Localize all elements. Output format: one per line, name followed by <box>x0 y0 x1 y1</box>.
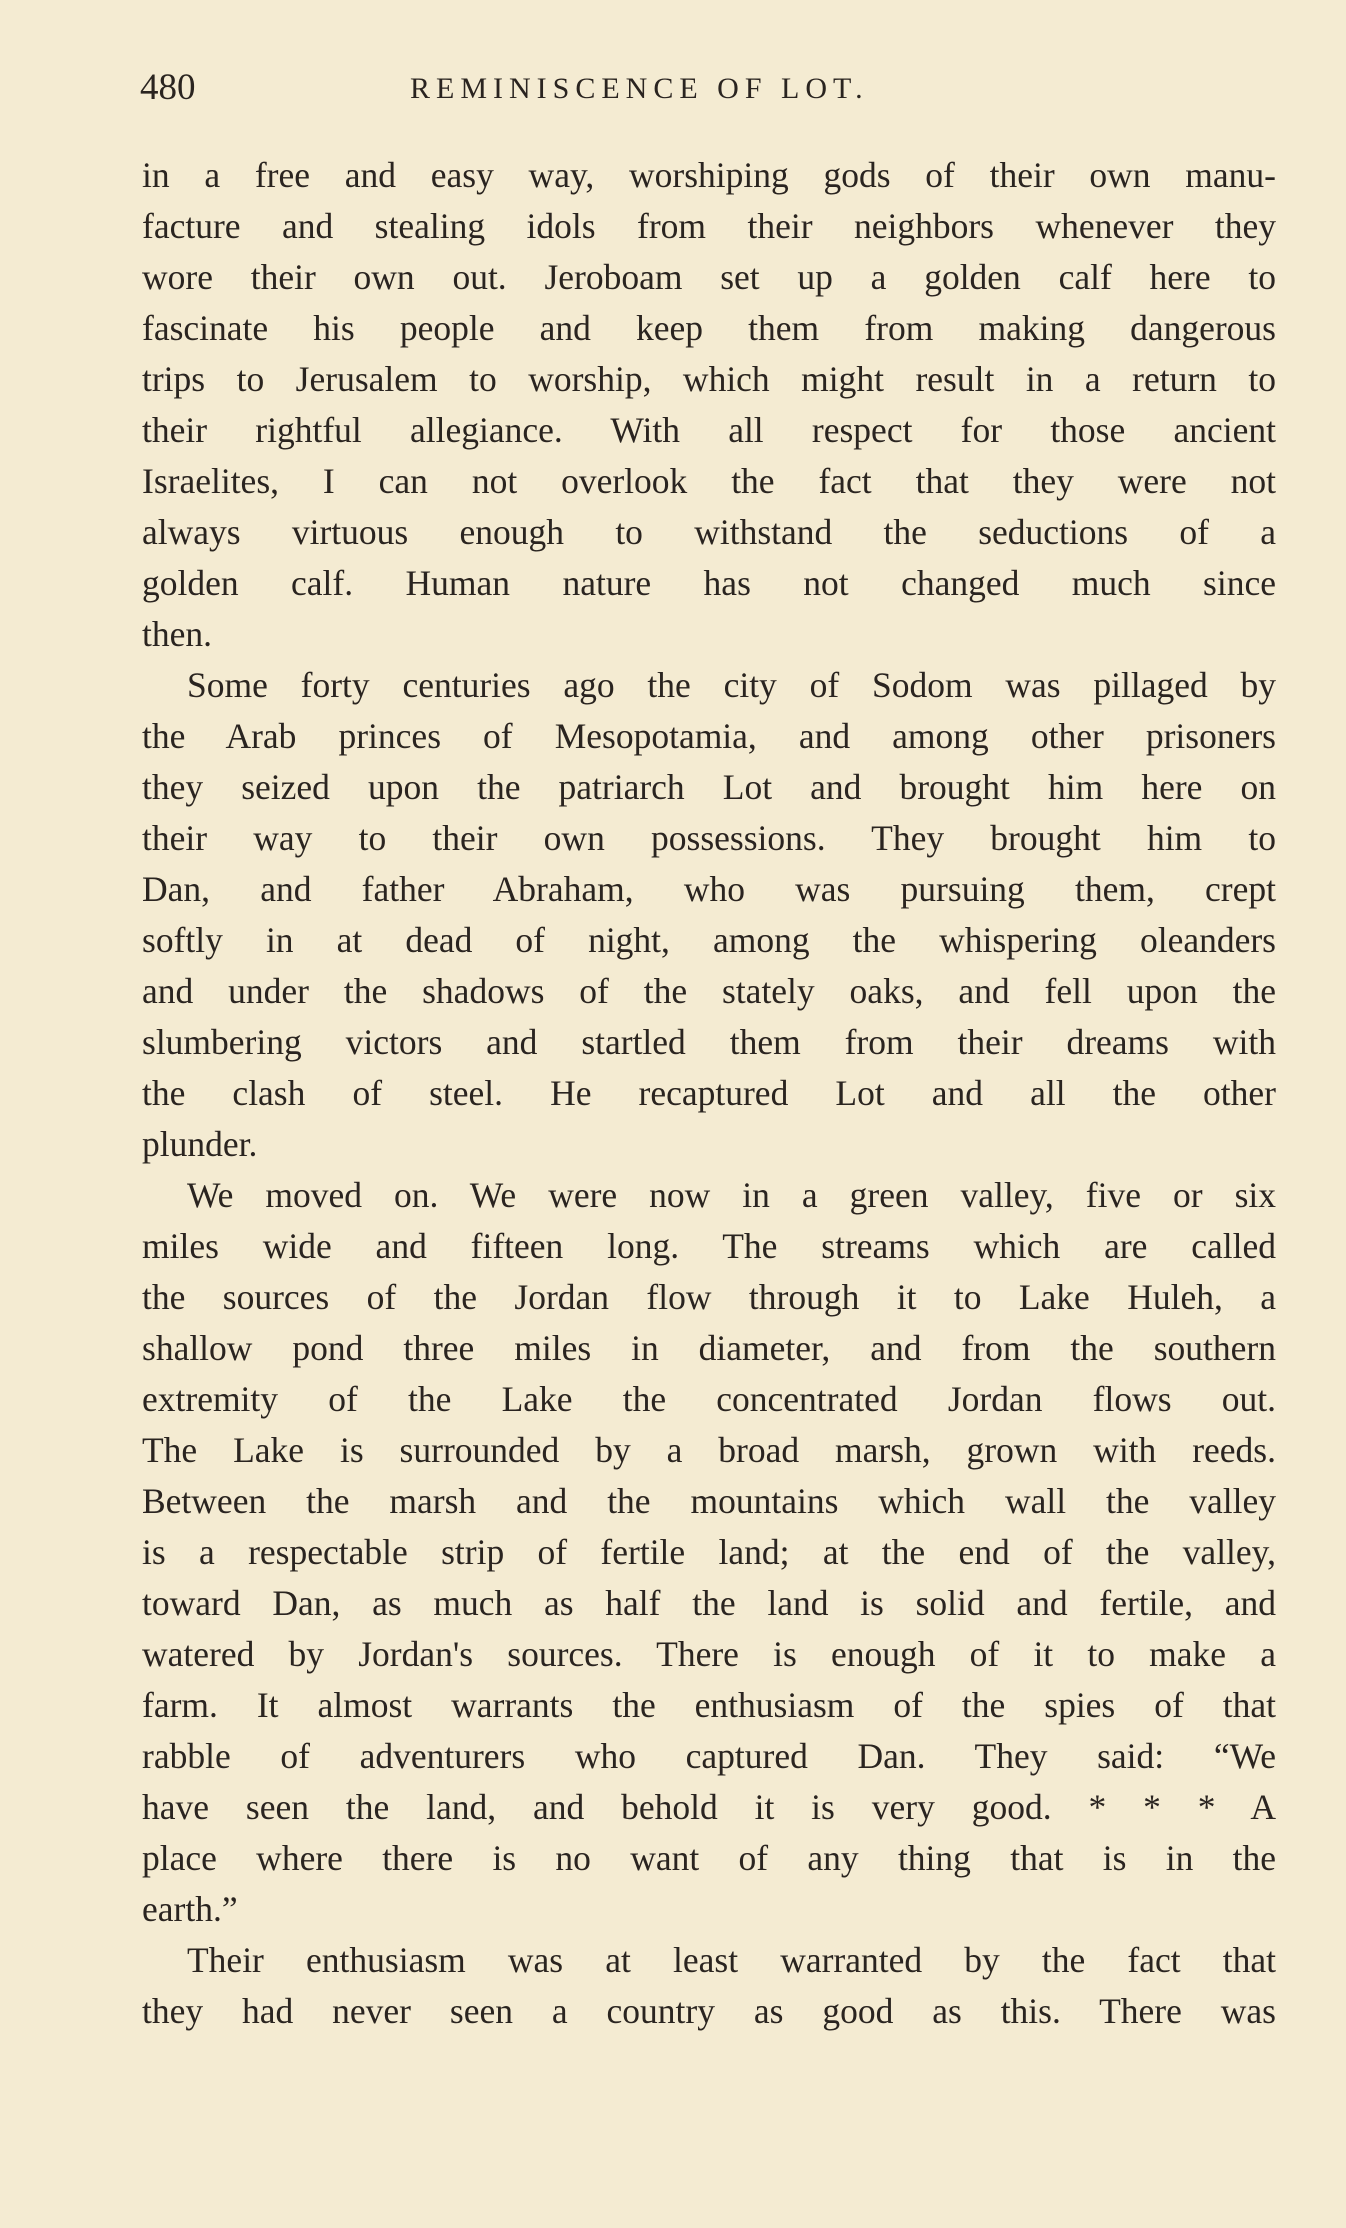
body-text <box>142 150 1276 2037</box>
text-line: have seen the land, and behold it is very good. * * * A <box>142 1787 1276 1827</box>
running-head: REMINISCENCE OF LOT. <box>410 72 869 105</box>
text-line: then. <box>142 614 212 654</box>
text-line: fascinate his people and keep them from making dangerous <box>142 308 1276 348</box>
text-line: the Arab princes of Mesopotamia, and among other prisoners <box>142 716 1276 756</box>
text-line: Between the marsh and the mountains which wall the valley <box>142 1481 1276 1521</box>
text-line: in a free and easy way, worshiping gods of their own manu- <box>142 155 1276 195</box>
text-line: extremity of the Lake the concentrated Jordan flows out. <box>142 1379 1276 1419</box>
text-line: always virtuous enough to withstand the seductions of a <box>142 512 1276 552</box>
text-line: shallow pond three miles in diameter, and from the southern <box>142 1328 1276 1368</box>
text-line: and under the shadows of the stately oaks, and fell upon the <box>142 971 1276 1011</box>
text-line: wore their own out. Jeroboam set up a golden calf here to <box>142 257 1276 297</box>
text-line: the clash of steel. He recaptured Lot and all the other <box>142 1073 1276 1113</box>
text-line: their way to their own possessions. They brought him to <box>142 818 1276 858</box>
text-line: is a respectable strip of fertile land; at the end of the valley, <box>142 1532 1276 1572</box>
paragraph-first-line: Some forty centuries ago the city of Sodom was pillaged by <box>187 665 1276 705</box>
text-line: farm. It almost warrants the enthusiasm of the spies of that <box>142 1685 1276 1725</box>
text-line: the sources of the Jordan flow through it to Lake Huleh, a <box>142 1277 1276 1317</box>
text-line: golden calf. Human nature has not changed much since <box>142 563 1276 603</box>
text-line: trips to Jerusalem to worship, which might result in a return to <box>142 359 1276 399</box>
text-line: miles wide and fifteen long. The streams which are called <box>142 1226 1276 1266</box>
text-line: they seized upon the patriarch Lot and brought him here on <box>142 767 1276 807</box>
text-line: rabble of adventurers who captured Dan. They said: “We <box>142 1736 1276 1776</box>
text-line: earth.” <box>142 1889 238 1929</box>
text-line: facture and stealing idols from their neighbors whenever they <box>142 206 1276 246</box>
page-number: 480 <box>140 67 196 108</box>
text-line: Israelites, I can not overlook the fact that they were not <box>142 461 1276 501</box>
paragraph-first-line: We moved on. We were now in a green valley, five or six <box>187 1175 1276 1215</box>
text-line: The Lake is surrounded by a broad marsh, grown with reeds. <box>142 1430 1276 1470</box>
text-line: Dan, and father Abraham, who was pursuing them, crept <box>142 869 1276 909</box>
text-line: slumbering victors and startled them from their dreams with <box>142 1022 1276 1062</box>
text-line: their rightful allegiance. With all respect for those ancient <box>142 410 1276 450</box>
text-line: watered by Jordan's sources. There is enough of it to make a <box>142 1634 1276 1674</box>
paragraph-first-line: Their enthusiasm was at least warranted by the fact that <box>187 1940 1276 1980</box>
page-header <box>140 66 1280 126</box>
text-line: toward Dan, as much as half the land is solid and fertile, and <box>142 1583 1276 1623</box>
text-line: plunder. <box>142 1124 258 1164</box>
text-line: they had never seen a country as good as this. There was <box>142 1991 1276 2031</box>
text-line: softly in at dead of night, among the whispering oleanders <box>142 920 1276 960</box>
text-line: place where there is no want of any thing that is in the <box>142 1838 1276 1878</box>
